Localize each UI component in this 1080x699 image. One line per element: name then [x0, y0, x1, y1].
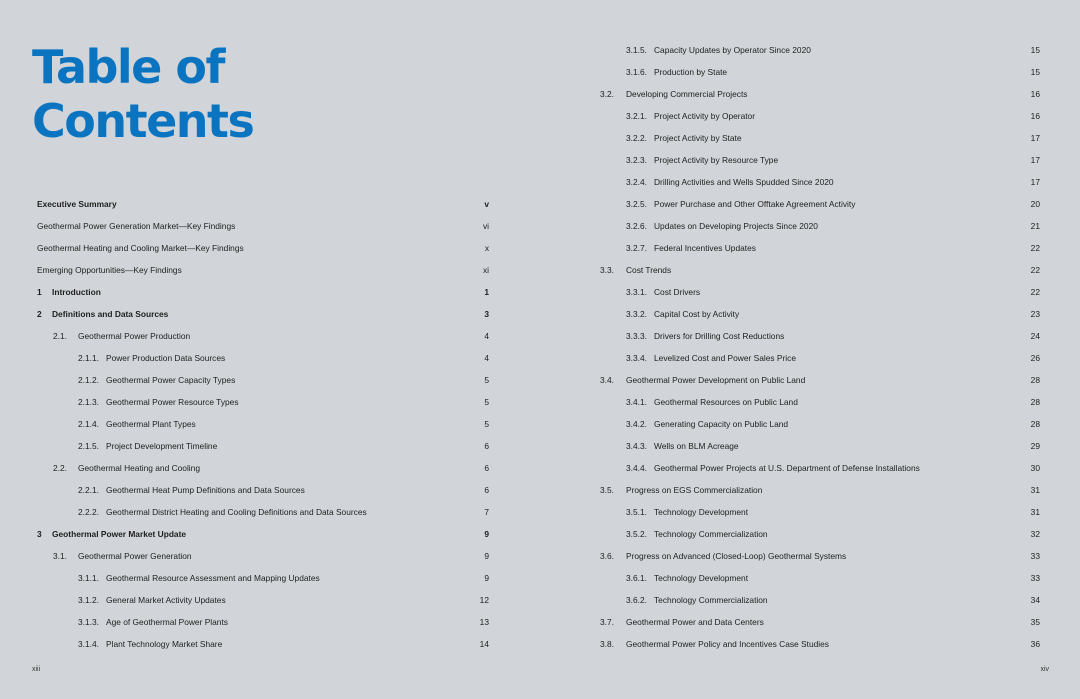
toc-entry[interactable]	[37, 348, 489, 370]
toc-entry-page: 28	[1030, 419, 1040, 429]
toc-entry[interactable]	[600, 480, 1040, 502]
toc-entry-title: Cost Trends	[626, 265, 672, 275]
toc-entry-title: General Market Activity Updates	[106, 595, 226, 605]
toc-entry[interactable]	[600, 590, 1040, 612]
toc-entry[interactable]	[600, 106, 1040, 128]
toc-entry-title: Geothermal Power Generation Market—Key Findings	[37, 221, 236, 231]
toc-entry-title: Geothermal Heat Pump Definitions and Data Sources	[106, 485, 305, 495]
toc-entry-page: 5	[484, 397, 489, 407]
toc-entry-number: 2.1.4.	[78, 419, 99, 429]
toc-entry-page: 35	[1030, 617, 1040, 627]
toc-entry-page: 16	[1030, 89, 1040, 99]
toc-entry-page: 12	[479, 595, 489, 605]
toc-entry-title: Progress on EGS Commercialization	[626, 485, 763, 495]
toc-entry[interactable]	[600, 348, 1040, 370]
toc-entry-number: 2.2.1.	[78, 485, 99, 495]
toc-entry-number: 3.2.1.	[626, 111, 647, 121]
toc-entry[interactable]	[600, 524, 1040, 546]
toc-entry[interactable]	[37, 238, 489, 260]
toc-left-column	[37, 194, 489, 656]
toc-entry-number: 1	[37, 287, 42, 297]
toc-entry-number: 3.2.2.	[626, 133, 647, 143]
toc-entry-title: Geothermal Power Market Update	[52, 529, 187, 539]
toc-entry-title: Project Activity by Operator	[654, 111, 756, 121]
toc-entry-number: 3.1.3.	[78, 617, 99, 627]
toc-entry-page: 3	[484, 309, 489, 319]
toc-entry-title: Introduction	[52, 287, 101, 297]
toc-entry-page: 21	[1030, 221, 1040, 231]
toc-entry-page: 33	[1030, 551, 1040, 561]
toc-entry-number: 3.6.2.	[626, 595, 647, 605]
toc-entry-number: 3.4.4.	[626, 463, 647, 473]
toc-right-column	[600, 40, 1040, 656]
toc-entry-number: 2.1.1.	[78, 353, 99, 363]
toc-entry-page: 31	[1030, 485, 1040, 495]
page-title	[32, 40, 253, 148]
toc-entry-number: 3.1.4.	[78, 639, 99, 649]
toc-entry-title: Cost Drivers	[654, 287, 701, 297]
toc-entry-page: 17	[1030, 177, 1040, 187]
toc-entry[interactable]	[37, 194, 489, 216]
toc-entry-page: 9	[484, 529, 489, 539]
page-title-line-2: Contents	[32, 94, 254, 148]
toc-entry-page: 9	[484, 551, 489, 561]
toc-entry[interactable]	[600, 172, 1040, 194]
toc-entry[interactable]	[37, 568, 489, 590]
toc-entry[interactable]	[37, 546, 489, 568]
toc-entry-page: 22	[1030, 265, 1040, 275]
toc-entry-title: Geothermal Resource Assessment and Mapping Updates	[106, 573, 320, 583]
toc-entry[interactable]	[37, 216, 489, 238]
toc-entry-title: Geothermal Heating and Cooling Market—Key Findings	[37, 243, 244, 253]
toc-entry-page: 28	[1030, 397, 1040, 407]
toc-entry-page: 20	[1030, 199, 1040, 209]
toc-entry[interactable]	[37, 502, 489, 524]
toc-entry-number: 3.8.	[600, 639, 614, 649]
toc-entry-title: Technology Development	[654, 573, 749, 583]
toc-entry-number: 2.1.	[53, 331, 67, 341]
toc-entry-page: 6	[484, 463, 489, 473]
toc-entry-page: 17	[1030, 155, 1040, 165]
toc-entry-number: 3.2.	[600, 89, 614, 99]
toc-entry-page: 16	[1030, 111, 1040, 121]
toc-entry-page: 15	[1030, 45, 1040, 55]
page-title-line-1: Table of	[32, 40, 225, 94]
toc-entry-title: Geothermal Heating and Cooling	[78, 463, 200, 473]
toc-entry[interactable]	[600, 502, 1040, 524]
toc-entry-page: 22	[1030, 287, 1040, 297]
toc-entry-page: 4	[484, 331, 489, 341]
toc-entry[interactable]	[600, 128, 1040, 150]
toc-entry-page: 26	[1030, 353, 1040, 363]
toc-entry[interactable]	[37, 392, 489, 414]
toc-entry[interactable]	[37, 260, 489, 282]
toc-entry-number: 3.2.3.	[626, 155, 647, 165]
toc-entry-title: Age of Geothermal Power Plants	[106, 617, 228, 627]
toc-entry[interactable]	[600, 392, 1040, 414]
toc-entry-title: Updates on Developing Projects Since 2020	[654, 221, 818, 231]
toc-entry-page: xi	[482, 265, 489, 275]
toc-entry-title: Production by State	[654, 67, 728, 77]
toc-entry-title: Geothermal Power Policy and Incentives Case Studies	[626, 639, 829, 649]
toc-entry[interactable]	[37, 590, 489, 612]
toc-entry-page: 5	[484, 419, 489, 429]
toc-entry-page: 32	[1030, 529, 1040, 539]
toc-entry-page: 31	[1030, 507, 1040, 517]
toc-entry[interactable]	[37, 414, 489, 436]
toc-entry-page: 22	[1030, 243, 1040, 253]
toc-entry[interactable]	[600, 546, 1040, 568]
page-number-right: xiv	[1040, 666, 1049, 673]
toc-entry-title: Technology Commercialization	[654, 595, 768, 605]
toc-entry[interactable]	[37, 326, 489, 348]
toc-entry-number: 3	[37, 529, 42, 539]
toc-entry-page: v	[484, 199, 489, 209]
toc-entry-title: Levelized Cost and Power Sales Price	[654, 353, 796, 363]
toc-entry-title: Geothermal District Heating and Cooling Definitions and Data Sources	[106, 507, 367, 517]
toc-entry-number: 2.2.2.	[78, 507, 99, 517]
toc-entry-page: 28	[1030, 375, 1040, 385]
toc-entry-title: Drivers for Drilling Cost Reductions	[654, 331, 785, 341]
toc-entry-number: 3.5.1.	[626, 507, 647, 517]
toc-entry-page: x	[484, 243, 489, 253]
toc-entry[interactable]	[600, 634, 1040, 656]
toc-entry-title: Geothermal Power Projects at U.S. Department of Defense Installations	[654, 463, 920, 473]
page-number-left: xiii	[32, 666, 41, 673]
toc-entry-number: 3.1.2.	[78, 595, 99, 605]
toc-entry[interactable]	[600, 414, 1040, 436]
toc-entry-page: 6	[484, 485, 489, 495]
toc-entry-page: 9	[484, 573, 489, 583]
toc-entry-title: Geothermal Power Development on Public Land	[626, 375, 806, 385]
toc-entry-page: 13	[479, 617, 489, 627]
toc-entry[interactable]	[600, 568, 1040, 590]
toc-entry[interactable]	[600, 304, 1040, 326]
toc-entry-page: 33	[1030, 573, 1040, 583]
toc-entry-page: 1	[484, 287, 489, 297]
toc-entry[interactable]	[600, 238, 1040, 260]
toc-entry-title: Capital Cost by Activity	[654, 309, 740, 319]
toc-entry-title: Federal Incentives Updates	[654, 243, 756, 253]
toc-entry[interactable]	[37, 480, 489, 502]
toc-entry-number: 3.4.1.	[626, 397, 647, 407]
toc-entry-number: 3.4.2.	[626, 419, 647, 429]
toc-entry-page: 5	[484, 375, 489, 385]
toc-entry-title: Capacity Updates by Operator Since 2020	[654, 45, 811, 55]
toc-entry-number: 3.1.6.	[626, 67, 647, 77]
toc-entry[interactable]	[37, 304, 489, 326]
toc-entry-page: 29	[1030, 441, 1040, 451]
toc-entry[interactable]	[37, 524, 489, 546]
toc-entry-title: Emerging Opportunities—Key Findings	[37, 265, 182, 275]
toc-entry-page: vi	[482, 221, 489, 231]
toc-entry-number: 3.3.3.	[626, 331, 647, 341]
toc-entry-number: 3.5.2.	[626, 529, 647, 539]
toc-entry-page: 34	[1030, 595, 1040, 605]
toc-entry-title: Project Development Timeline	[106, 441, 218, 451]
toc-entry-title: Technology Commercialization	[654, 529, 768, 539]
toc-entry-number: 2.1.5.	[78, 441, 99, 451]
toc-entry[interactable]	[37, 634, 489, 656]
toc-entry-title: Geothermal Plant Types	[106, 419, 196, 429]
toc-entry-title: Progress on Advanced (Closed-Loop) Geothermal Systems	[626, 551, 847, 561]
toc-entry-title: Developing Commercial Projects	[626, 89, 748, 99]
toc-entry-title: Geothermal Power Production	[78, 331, 191, 341]
toc-entry-page: 6	[484, 441, 489, 451]
toc-entry[interactable]	[600, 458, 1040, 480]
toc-entry[interactable]	[600, 62, 1040, 84]
toc-entry-number: 3.3.	[600, 265, 614, 275]
toc-entry-title: Drilling Activities and Wells Spudded Since 2020	[654, 177, 834, 187]
toc-entry[interactable]	[600, 326, 1040, 348]
toc-entry-number: 2.1.2.	[78, 375, 99, 385]
toc-entry[interactable]	[600, 194, 1040, 216]
toc-entry-number: 3.1.	[53, 551, 67, 561]
toc-entry-title: Geothermal Power Resource Types	[106, 397, 239, 407]
toc-entry[interactable]	[600, 370, 1040, 392]
toc-entry-page: 17	[1030, 133, 1040, 143]
toc-entry[interactable]	[37, 458, 489, 480]
toc-entry[interactable]	[600, 282, 1040, 304]
toc-entry-number: 2.2.	[53, 463, 67, 473]
toc-entry[interactable]	[600, 84, 1040, 106]
toc-entry-number: 3.3.2.	[626, 309, 647, 319]
toc-entry-page: 14	[479, 639, 489, 649]
toc-entry-number: 3.2.6.	[626, 221, 647, 231]
toc-entry-title: Wells on BLM Acreage	[654, 441, 739, 451]
toc-entry-title: Technology Development	[654, 507, 749, 517]
toc-entry-number: 3.2.5.	[626, 199, 647, 209]
toc-entry-title: Geothermal Power Capacity Types	[106, 375, 236, 385]
toc-entry-number: 3.5.	[600, 485, 614, 495]
toc-entry-title: Geothermal Power and Data Centers	[626, 617, 764, 627]
toc-entry-title: Plant Technology Market Share	[106, 639, 223, 649]
toc-entry[interactable]	[600, 216, 1040, 238]
toc-entry-page: 7	[484, 507, 489, 517]
toc-entry-title: Geothermal Power Generation	[78, 551, 192, 561]
toc-entry[interactable]	[37, 282, 489, 304]
toc-entry[interactable]	[600, 612, 1040, 634]
toc-entry-title: Power Production Data Sources	[106, 353, 226, 363]
toc-entry-page: 15	[1030, 67, 1040, 77]
toc-entry-number: 3.2.7.	[626, 243, 647, 253]
toc-entry-page: 36	[1030, 639, 1040, 649]
toc-entry-number: 3.1.5.	[626, 45, 647, 55]
toc-entry-title: Executive Summary	[37, 199, 117, 209]
toc-entry[interactable]	[600, 436, 1040, 458]
toc-entry-number: 3.4.	[600, 375, 614, 385]
toc-entry-number: 3.4.3.	[626, 441, 647, 451]
toc-entry[interactable]	[600, 40, 1040, 62]
toc-entry-title: Project Activity by Resource Type	[654, 155, 779, 165]
toc-entry-number: 3.1.1.	[78, 573, 99, 583]
toc-entry-title: Geothermal Resources on Public Land	[654, 397, 798, 407]
toc-entry[interactable]	[600, 150, 1040, 172]
toc-entry-page: 30	[1030, 463, 1040, 473]
toc-entry-number: 3.3.4.	[626, 353, 647, 363]
toc-entry-number: 3.6.1.	[626, 573, 647, 583]
toc-entry[interactable]	[37, 436, 489, 458]
toc-entry-page: 4	[484, 353, 489, 363]
toc-entry-number: 3.7.	[600, 617, 614, 627]
toc-entry-title: Power Purchase and Other Offtake Agreement Activity	[654, 199, 856, 209]
toc-entry-number: 3.6.	[600, 551, 614, 561]
toc-entry-number: 3.3.1.	[626, 287, 647, 297]
toc-entry[interactable]	[600, 260, 1040, 282]
toc-entry-number: 3.2.4.	[626, 177, 647, 187]
toc-entry-page: 23	[1030, 309, 1040, 319]
toc-entry-page: 24	[1030, 331, 1040, 341]
toc-entry[interactable]	[37, 370, 489, 392]
toc-entry-title: Project Activity by State	[654, 133, 742, 143]
toc-entry-title: Definitions and Data Sources	[52, 309, 169, 319]
toc-entry[interactable]	[37, 612, 489, 634]
toc-entry-title: Generating Capacity on Public Land	[654, 419, 789, 429]
toc-entry-number: 2	[37, 309, 42, 319]
toc-entry-number: 2.1.3.	[78, 397, 99, 407]
